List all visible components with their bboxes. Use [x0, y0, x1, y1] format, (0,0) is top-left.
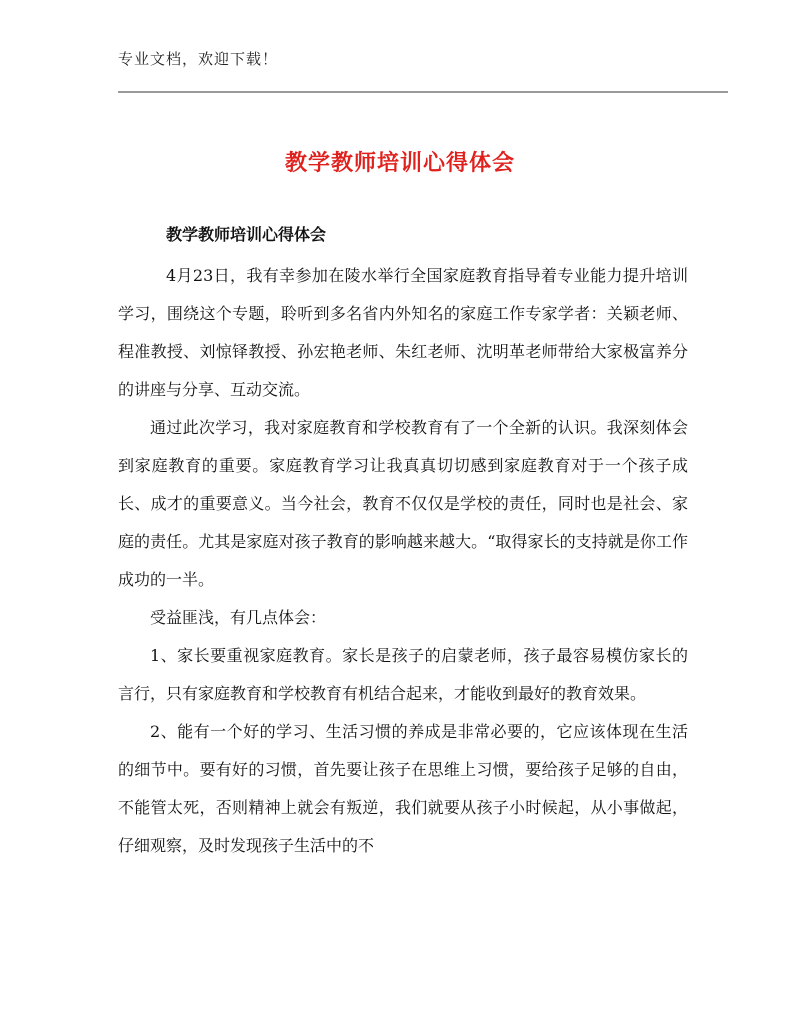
document-subtitle: 教学教师培训心得体会	[166, 225, 327, 244]
header-divider	[118, 91, 728, 93]
header-note: 专业文档，欢迎下载！	[118, 50, 279, 68]
paragraph-4: 1、家长要重视家庭教育。家长是孩子的启蒙老师，孩子最容易模仿家长的言行，只有家庭教育和学校教育有机结合起来，才能收到最好的教育效果。	[118, 646, 688, 703]
document-body	[118, 257, 688, 865]
paragraph-3: 受益匪浅，有几点体会：	[150, 608, 327, 627]
paragraph-2: 通过此次学习，我对家庭教育和学校教育有了一个全新的认识。我深刻体会到家庭教育的重要。家庭教育学习让我真真切切感到家庭教育对于一个孩子成长、成才的重要意义。当今社会，教育不仅仅是学校的责任，同时也是社会、家庭的责任。尤其是家庭对孩子教育的影响越来越大。“取得家长的支持就是你工作成功的一半。	[118, 418, 688, 589]
document-title: 教学教师培训心得体会	[284, 151, 515, 176]
paragraph-5: 2、能有一个好的学习、生活习惯的养成是非常必要的，它应该体现在生活的细节中。要有好的习惯，首先要让孩子在思维上习惯，要给孩子足够的自由，不能管太死，否则精神上就会有叛逆，我们就要从孩子小时候起，从小事做起，仔细观察，及时发现孩子生活中的不	[118, 722, 688, 855]
paragraph-1: 4月23日，我有幸参加在陵水举行全国家庭教育指导着专业能力提升培训学习，围绕这个专题，聆听到多名省内外知名的家庭工作专家学者：关颖老师、程准教授、刘惊铎教授、孙宏艳老师、朱红老师、沈明革老师带给大家极富养分的讲座与分享、互动交流。	[118, 266, 688, 399]
